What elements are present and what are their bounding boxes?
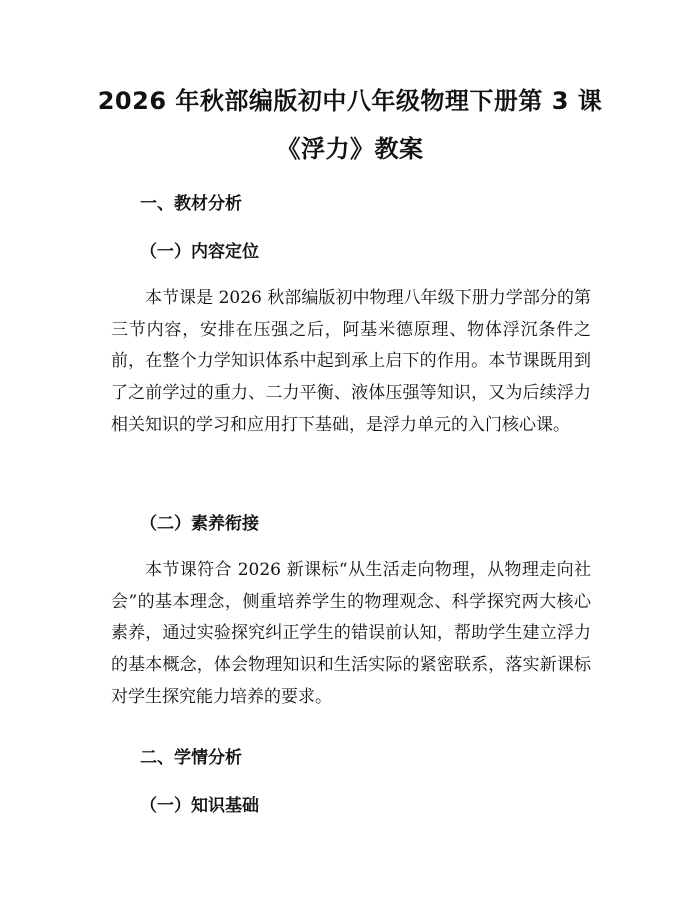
section-heading-learner-analysis: 二、学情分析 xyxy=(140,748,242,768)
document-title-line-2: 《浮力》教案 xyxy=(276,135,424,163)
section-heading-teaching-material-analysis: 一、教材分析 xyxy=(140,194,242,214)
subsection-heading-knowledge-foundation: （一）知识基础 xyxy=(140,796,259,816)
paragraph-literacy-connection: 本节课符合 2026 新课标“从生活走向物理，从物理走向社会”的基本理念，侧重培养学生的物理观念、科学探究两大核心素养，通过实验探究纠正学生的错误前认知，帮助学生建立浮力的基本概念，体会物理知识和生活实际的紧密联系，落实新课标对学生探究能力培养的要求。 xyxy=(111,560,591,707)
document-title-line-1: 2026 年秋部编版初中八年级物理下册第 3 课 xyxy=(97,87,603,115)
paragraph-content-positioning: 本节课是 2026 秋部编版初中物理八年级下册力学部分的第三节内容，安排在压强之后，阿基米德原理、物体浮沉条件之前，在整个力学知识体系中起到承上启下的作用。本节课既用到了之前学过的重力、二力平衡、液体压强等知识，又为后续浮力相关知识的学习和应用打下基础，是浮力单元的入门核心课。 xyxy=(111,288,591,435)
subsection-heading-content-positioning: （一）内容定位 xyxy=(140,242,259,262)
subsection-heading-literacy-connection: （二）素养衔接 xyxy=(140,514,259,534)
